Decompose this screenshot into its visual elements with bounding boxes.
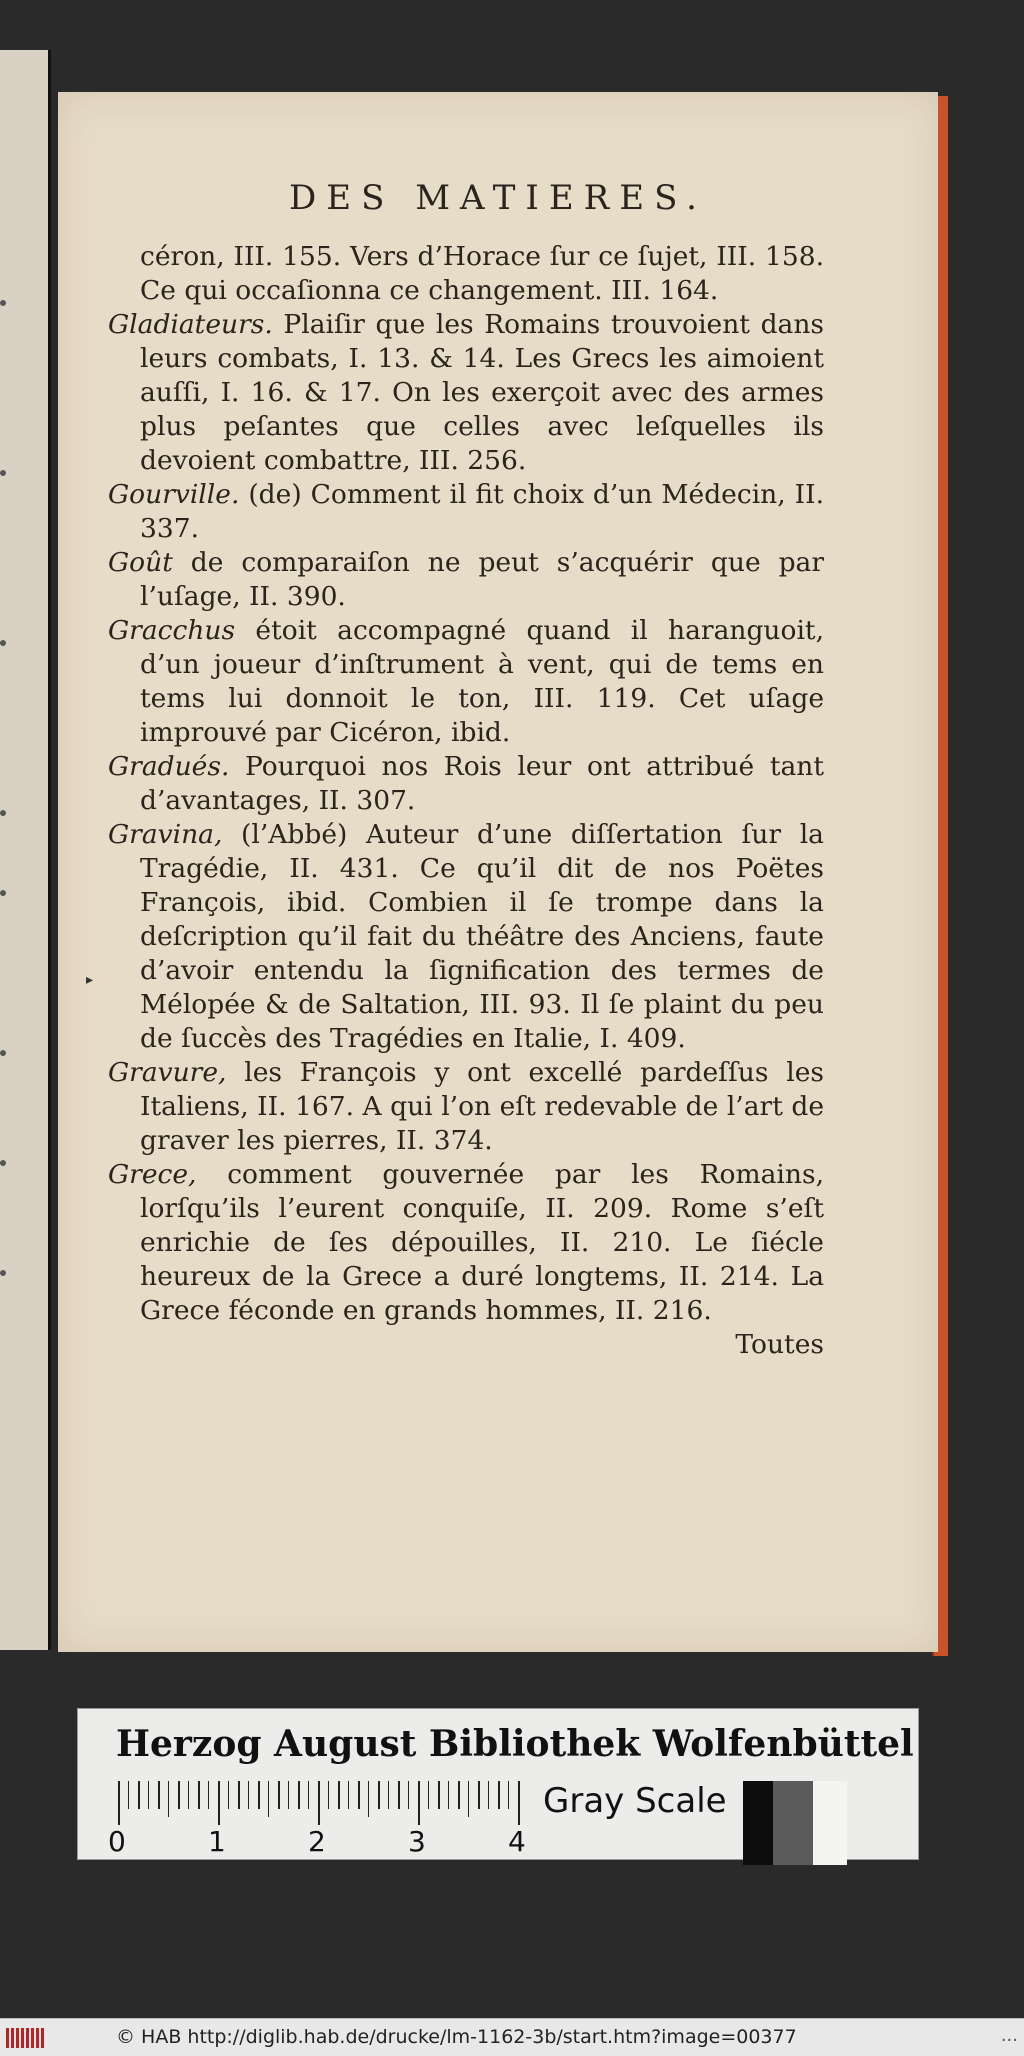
gray-swatch (743, 1781, 773, 1865)
gray-swatch (813, 1781, 847, 1865)
ruler-number: 2 (308, 1825, 326, 1858)
entry-headword: Gradués. (108, 751, 230, 782)
ruler-number: 0 (108, 1825, 126, 1858)
margin-marker-icon: ▸ (86, 972, 94, 988)
ruler-number: 1 (208, 1825, 226, 1858)
ruler-number: 4 (508, 1825, 526, 1858)
catchword: Toutes (735, 1329, 824, 1360)
entry-text: Plaiſir que les Romains trouvoient dans leurs combats, I. 13. & 14. Les Grecs les aimoient auſſi, I. 16. & 17. On les exerçoit avec des armes plus peſantes que celles avec leſquelles ils devoient combattre, III. 256. (140, 309, 824, 476)
gray-scale-label: Gray Scale (543, 1781, 727, 1821)
entry-text: les François y ont excellé pardeſſus les Italiens, II. 167. A qui l’on eſt redevable de l’art de graver les pierres, II. 374. (140, 1057, 824, 1156)
entry-headword: Gravure, (108, 1057, 227, 1088)
index-entries (108, 240, 824, 1362)
index-entry (108, 478, 824, 546)
institution-name: Herzog August Bibliothek Wolfenbüttel (116, 1723, 914, 1765)
entry-headword: Gourville. (108, 479, 240, 510)
entry-text: Pourquoi nos Rois leur ont attribué tant d’avantages, II. 307. (140, 751, 824, 816)
index-entry (108, 750, 824, 818)
book-page (58, 92, 938, 1652)
entry-headword: Gladiateurs. (108, 309, 273, 340)
previous-page-marks (0, 50, 10, 1650)
entry-text: (de) Comment il fit choix d’un Médecin, II. 337. (140, 479, 824, 544)
entry-headword: Grece, (108, 1159, 197, 1190)
footer-bar (0, 2018, 1024, 2056)
more-options-icon[interactable]: ... (1000, 2025, 1018, 2046)
previous-page-edge (0, 50, 51, 1650)
gray-swatch (773, 1781, 813, 1865)
entry-headword: Gravina, (108, 819, 223, 850)
calibration-bar (77, 1708, 919, 1860)
footer-copyright-link[interactable]: © HAB http://diglib.hab.de/drucke/lm-1162-3b/start.htm?image=00377 (116, 2026, 797, 2048)
entry-text: de comparaiſon ne peut s’acquérir que par l’uſage, II. 390. (140, 547, 824, 612)
ruler (118, 1781, 518, 1825)
index-entry (108, 308, 824, 478)
index-entry (108, 818, 824, 1056)
entry-headword: Goût (108, 547, 173, 578)
index-entry (108, 546, 824, 614)
entry-text: comment gouvernée par les Romains, lorſqu’ils l’eurent conquiſe, II. 209. Rome s’eſt enrichie de ſes dépouilles, II. 210. Le ſiécle heureux de la Grece a duré longtems, II. 214. La Grece féconde en grands hommes, II. 216. (140, 1159, 824, 1326)
ruler-numbers (108, 1825, 538, 1858)
index-entry (108, 1056, 824, 1158)
entry-text: étoit accompagné quand il haranguoit, d’un joueur d’inſtrument à vent, qui de tems en tems lui donnoit le ton, III. 119. Cet uſage improuvé par Cicéron, ibid. (140, 615, 824, 748)
entry-headword: Gracchus (108, 615, 236, 646)
index-entry (108, 240, 824, 308)
gray-swatches (743, 1781, 847, 1865)
index-entry (108, 1158, 824, 1328)
entry-text: céron, III. 155. Vers d’Horace ſur ce ſujet, III. 158. Ce qui occaſionna ce changement. III. 164. (140, 241, 824, 306)
index-entry (108, 614, 824, 750)
entry-text: (l’Abbé) Auteur d’une diſſertation ſur la Tragédie, II. 431. Ce qu’il dit de nos Poëtes François, ibid. Combien il ſe trompe dans la deſcription qu’il fait du théâtre des Anciens, faute d’avoir entendu la ſignification des termes de Mélopée & de Saltation, III. 93. Il ſe plaint du peu de ſuccès des Tragédies en Italie, I. 409. (140, 819, 824, 1054)
ruler-number: 3 (408, 1825, 426, 1858)
running-head: DES MATIERES. (289, 178, 707, 218)
hab-logo-icon (6, 2028, 50, 2048)
